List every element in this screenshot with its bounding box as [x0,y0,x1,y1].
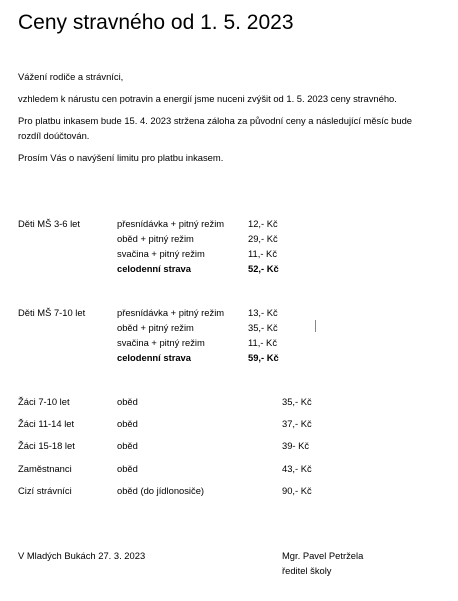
signer-name: Mgr. Pavel Petržela [282,550,364,561]
meal-name: oběd [117,418,138,429]
table-row [0,438,458,453]
meal-name: oběd [117,396,138,407]
meal-price: 29,- Kč [248,233,278,244]
table-row-total [0,350,458,365]
signer-role: ředitel školy [282,565,332,576]
total-label: celodenní strava [117,352,191,363]
payment-paragraph-line2: rozdíl doúčtován. [18,130,90,141]
diner-label: Žáci 11-14 let [18,418,75,429]
meal-price: 35,- Kč [282,396,312,407]
meal-name: oběd + pitný režim [117,233,194,244]
meal-name: oběd (do jídlonosiče) [117,485,205,496]
meal-name: přesnídávka + pitný režim [117,218,225,229]
table-row [0,231,458,246]
meal-price: 11,- Kč [248,337,278,348]
meal-name: oběd [117,440,138,451]
meal-name: oběd [117,463,138,474]
group-label: Děti MŠ 7-10 let [18,307,86,318]
table-row [0,305,458,320]
meal-price: 39- Kč [282,440,310,451]
meal-price: 35,- Kč [248,322,278,333]
table-row [0,394,458,409]
meal-name: přesnídávka + pitný režim [117,307,225,318]
total-label: celodenní strava [117,263,191,274]
table-row [0,335,458,350]
table-row [0,483,458,498]
table-row [0,246,458,261]
meal-name: svačina + pitný režim [117,248,205,259]
page-title: Ceny stravného od 1. 5. 2023 [18,11,294,34]
table-row [0,320,458,335]
text-cursor [315,320,316,332]
diner-label: Zaměstnanci [18,463,72,474]
diner-label: Žáci 15-18 let [18,440,75,451]
intro-paragraph: vzhledem k nárustu cen potravin a energií jsme nuceni zvýšit od 1. 5. 2023 ceny stravného. [18,93,397,104]
meal-name: svačina + pitný režim [117,337,205,348]
meal-price: 12,- Kč [248,218,278,229]
limit-paragraph: Prosím Vás o navýšení limitu pro platbu inkasem. [18,152,224,163]
greeting-text: Vážení rodiče a strávníci, [18,71,124,82]
table-row [0,461,458,476]
table-row-total [0,261,458,276]
meal-price: 13,- Kč [248,307,278,318]
diner-label: Žáci 7-10 let [18,396,70,407]
total-price: 59,- Kč [248,352,279,363]
diner-label: Cizí strávníci [18,485,72,496]
payment-paragraph-line1: Pro platbu inkasem bude 15. 4. 2023 stržena záloha za původní ceny a následující měsíc bude [18,115,413,126]
meal-price: 90,- Kč [282,485,312,496]
total-price: 52,- Kč [248,263,279,274]
table-row [0,216,458,231]
meal-price: 37,- Kč [282,418,312,429]
meal-price: 11,- Kč [248,248,278,259]
place-date: V Mladých Bukách 27. 3. 2023 [18,550,146,561]
meal-name: oběd + pitný režim [117,322,194,333]
table-row [0,416,458,431]
meal-price: 43,- Kč [282,463,312,474]
group-label: Děti MŠ 3-6 let [18,218,80,229]
